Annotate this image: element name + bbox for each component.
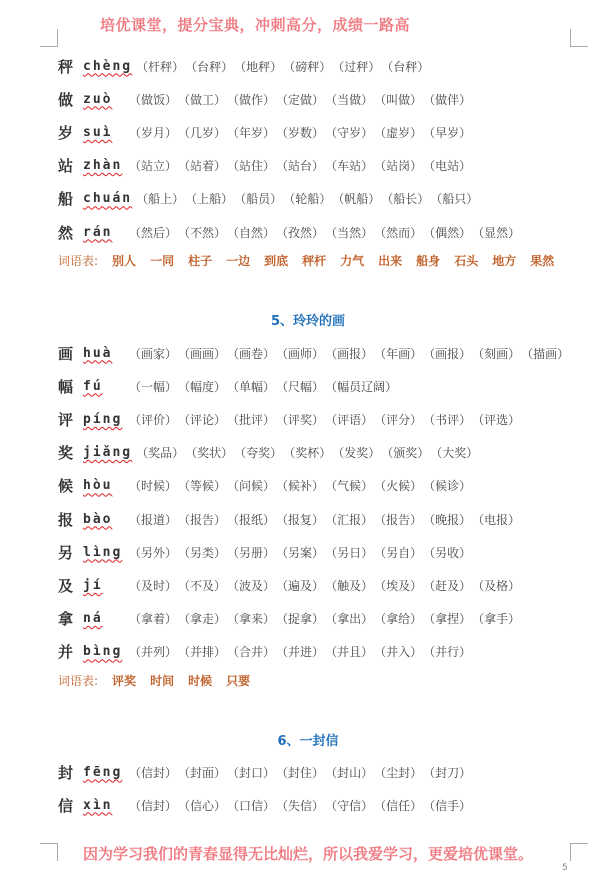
word-group: （时候）	[129, 479, 178, 494]
word-row	[58, 376, 398, 396]
word-row	[58, 343, 570, 363]
character: 做	[58, 90, 74, 109]
word-group: （刻画）	[472, 346, 521, 361]
word-row	[58, 609, 521, 629]
word-group: （船只）	[430, 192, 479, 207]
word-row	[58, 56, 430, 76]
word-group: （封住）	[276, 765, 325, 780]
word-group: （做伴）	[423, 92, 472, 107]
word-group: （站台）	[276, 159, 325, 174]
pinyin: huà	[83, 345, 113, 361]
word-group: （另自）	[374, 545, 423, 560]
word-group: （尺幅）	[276, 379, 325, 394]
section-title-6: 6、一封信	[277, 734, 339, 749]
word-group: （一幅）	[129, 379, 178, 394]
word-group: （赶及）	[423, 578, 472, 593]
vocab-word: 果然	[530, 254, 555, 268]
pinyin: suì	[83, 124, 113, 140]
word-group: （候诊）	[423, 479, 472, 494]
word-group: （自然）	[227, 225, 276, 240]
word-group: （信封）	[129, 765, 178, 780]
pinyin: rán	[83, 224, 113, 240]
pinyin: píng	[83, 411, 123, 427]
word-row	[58, 89, 472, 109]
word-group: （画报）	[423, 346, 472, 361]
word-group: （报告）	[178, 512, 227, 527]
word-group: （信任）	[374, 798, 423, 813]
word-group: （站着）	[178, 159, 227, 174]
vocab-list	[58, 252, 554, 269]
word-row	[58, 443, 479, 463]
word-group: （画师）	[276, 346, 325, 361]
word-group: （触及）	[325, 578, 374, 593]
word-group: （当做）	[325, 92, 374, 107]
word-row	[58, 642, 472, 662]
word-group: （及格）	[472, 578, 521, 593]
word-row	[58, 222, 521, 242]
word-group: （站立）	[129, 159, 178, 174]
word-group: （奖状）	[185, 446, 234, 461]
vocab-label: 词语表:	[58, 674, 99, 688]
word-group: （拿给）	[374, 612, 423, 627]
word-group: （幅度）	[178, 379, 227, 394]
word-group: （船员）	[234, 192, 283, 207]
vocab-word: 评奖	[112, 674, 137, 688]
word-group: （波及）	[227, 578, 276, 593]
vocab-word: 船身	[416, 254, 441, 268]
word-group: （当然）	[325, 225, 374, 240]
word-group: （并行）	[423, 645, 472, 660]
word-group: （拿捏）	[423, 612, 472, 627]
word-group: （评论）	[178, 412, 227, 427]
word-group: （埃及）	[374, 578, 423, 593]
word-group: （批评）	[227, 412, 276, 427]
word-group: （火候）	[374, 479, 423, 494]
word-group: （奖杯）	[283, 446, 332, 461]
vocab-word: 时候	[188, 674, 213, 688]
word-group: （奖品）	[136, 446, 185, 461]
pinyin: zuò	[83, 91, 113, 107]
word-group: （另日）	[325, 545, 374, 560]
character: 候	[58, 477, 74, 496]
character: 信	[58, 796, 74, 815]
character: 及	[58, 576, 74, 595]
word-group: （并列）	[129, 645, 178, 660]
word-group: （拿走）	[178, 612, 227, 627]
word-group: （发奖）	[332, 446, 381, 461]
word-group: （站岗）	[374, 159, 423, 174]
word-group: （并排）	[178, 645, 227, 660]
pinyin: xìn	[83, 797, 113, 813]
character: 封	[58, 763, 74, 782]
word-group: （显然）	[472, 225, 521, 240]
word-group: （然后）	[129, 225, 178, 240]
word-group: （做工）	[178, 92, 227, 107]
word-group: （拿手）	[472, 612, 521, 627]
character: 然	[58, 223, 74, 242]
word-group: （年画）	[374, 346, 423, 361]
word-group: （汇报）	[325, 512, 374, 527]
word-group: （虚岁）	[374, 125, 423, 140]
word-row	[58, 762, 472, 782]
word-group: （信心）	[178, 798, 227, 813]
word-group: （拿来）	[227, 612, 276, 627]
word-group: （过秤）	[332, 59, 381, 74]
word-row	[58, 542, 472, 562]
word-group: （评分）	[374, 412, 423, 427]
word-group: （失信）	[276, 798, 325, 813]
word-group: （车站）	[325, 159, 374, 174]
word-group: （候补）	[276, 479, 325, 494]
word-group: （尘封）	[374, 765, 423, 780]
margin-corner-tr	[570, 29, 588, 47]
word-group: （封山）	[325, 765, 374, 780]
word-group: （夸奖）	[234, 446, 283, 461]
word-group: （报纸）	[227, 512, 276, 527]
vocab-word: 秤杆	[302, 254, 327, 268]
word-row	[58, 409, 521, 429]
word-group: （幅员辽阔）	[325, 379, 398, 394]
word-group: （船长）	[381, 192, 430, 207]
word-group: （遍及）	[276, 578, 325, 593]
word-row	[58, 795, 472, 815]
word-group: （报告）	[374, 512, 423, 527]
character: 画	[58, 344, 74, 363]
word-group: （然而）	[374, 225, 423, 240]
word-group: （岁数）	[276, 125, 325, 140]
word-group: （并入）	[374, 645, 423, 660]
pinyin: chuán	[83, 191, 133, 207]
word-group: （并进）	[276, 645, 325, 660]
word-group: （地秤）	[234, 59, 283, 74]
word-group: （封面）	[178, 765, 227, 780]
character: 岁	[58, 123, 74, 142]
word-group: （单幅）	[227, 379, 276, 394]
pinyin: hòu	[83, 478, 113, 494]
vocab-word: 力气	[340, 254, 365, 268]
word-group: （书评）	[423, 412, 472, 427]
word-group: （另案）	[276, 545, 325, 560]
character: 秤	[58, 57, 74, 76]
word-group: （等候）	[178, 479, 227, 494]
word-group: （做饭）	[129, 92, 178, 107]
vocab-label: 词语表:	[58, 254, 99, 268]
word-group: （叫做）	[374, 92, 423, 107]
word-group: （不然）	[178, 225, 227, 240]
character: 另	[58, 543, 74, 562]
vocab-word: 一边	[226, 254, 251, 268]
margin-corner-tl	[40, 29, 58, 47]
word-row	[58, 509, 521, 529]
word-row	[58, 156, 472, 176]
word-group: （信封）	[129, 798, 178, 813]
vocab-word: 地方	[492, 254, 517, 268]
word-group: （信手）	[423, 798, 472, 813]
word-group: （另册）	[227, 545, 276, 560]
word-group: （合并）	[227, 645, 276, 660]
word-row	[58, 122, 472, 142]
pinyin: jí	[83, 577, 103, 593]
character: 并	[58, 643, 74, 662]
vocab-word: 出来	[378, 254, 403, 268]
word-group: （不及）	[178, 578, 227, 593]
pinyin: lìng	[83, 544, 123, 560]
word-group: （问候）	[227, 479, 276, 494]
word-group: （上船）	[185, 192, 234, 207]
word-group: （守信）	[325, 798, 374, 813]
pinyin: fēng	[83, 764, 123, 780]
word-group: （画家）	[129, 346, 178, 361]
word-group: （封口）	[227, 765, 276, 780]
word-group: （报复）	[276, 512, 325, 527]
character: 船	[58, 190, 74, 209]
word-group: （岁月）	[129, 125, 178, 140]
word-group: （杆秤）	[136, 59, 185, 74]
word-group: （磅秤）	[283, 59, 332, 74]
character: 评	[58, 410, 74, 429]
word-group: （台秤）	[381, 59, 430, 74]
word-group: （口信）	[227, 798, 276, 813]
word-group: （守岁）	[325, 125, 374, 140]
word-group: （及时）	[129, 578, 178, 593]
word-group: （评奖）	[276, 412, 325, 427]
pinyin: fú	[83, 378, 103, 394]
section-title-5: 5、玲玲的画	[270, 314, 346, 329]
word-group: （台秤）	[185, 59, 234, 74]
word-group: （定做）	[276, 92, 325, 107]
character: 报	[58, 510, 74, 529]
vocab-word: 时间	[150, 674, 175, 688]
word-row	[58, 476, 472, 496]
pinyin: bìng	[83, 644, 123, 660]
word-group: （晚报）	[423, 512, 472, 527]
word-group: （另收）	[423, 545, 472, 560]
word-group: （轮船）	[283, 192, 332, 207]
word-group: （船上）	[136, 192, 185, 207]
word-group: （帆船）	[332, 192, 381, 207]
vocab-word: 石头	[454, 254, 479, 268]
word-group: （电报）	[472, 512, 521, 527]
character: 奖	[58, 444, 74, 463]
word-group: （另外）	[129, 545, 178, 560]
character: 站	[58, 157, 74, 176]
page-footer: 因为学习我们的青春显得无比灿烂，所以我爱学习，更爱培优课堂。	[82, 845, 533, 863]
page-number: 5	[562, 863, 568, 873]
word-group: （画报）	[325, 346, 374, 361]
word-group: （几岁）	[178, 125, 227, 140]
vocab-word: 只要	[226, 674, 251, 688]
word-group: （封刀）	[423, 765, 472, 780]
vocab-list	[58, 672, 250, 689]
word-group: （画画）	[178, 346, 227, 361]
word-group: （拿出）	[325, 612, 374, 627]
word-group: （并且）	[325, 645, 374, 660]
word-group: （评价）	[129, 412, 178, 427]
word-group: （偶然）	[423, 225, 472, 240]
word-group: （做作）	[227, 92, 276, 107]
word-group: （另类）	[178, 545, 227, 560]
word-group: （大奖）	[430, 446, 479, 461]
vocab-word: 柱子	[188, 254, 213, 268]
word-group: （评选）	[472, 412, 521, 427]
character: 幅	[58, 377, 74, 396]
word-group: （孜然）	[276, 225, 325, 240]
word-group: （早岁）	[423, 125, 472, 140]
word-group: （气候）	[325, 479, 374, 494]
word-group: （颁奖）	[381, 446, 430, 461]
vocab-word: 别人	[112, 254, 137, 268]
word-group: （捉拿）	[276, 612, 325, 627]
vocab-word: 一同	[150, 254, 175, 268]
word-group: （拿着）	[129, 612, 178, 627]
vocab-word: 到底	[264, 254, 289, 268]
word-group: （站住）	[227, 159, 276, 174]
word-row	[58, 575, 521, 595]
character: 拿	[58, 610, 74, 629]
pinyin: zhàn	[83, 158, 123, 174]
word-group: （年岁）	[227, 125, 276, 140]
word-group: （电站）	[423, 159, 472, 174]
word-group: （评语）	[325, 412, 374, 427]
word-group: （报道）	[129, 512, 178, 527]
pinyin: chèng	[83, 58, 133, 74]
pinyin: bào	[83, 511, 113, 527]
pinyin: ná	[83, 611, 103, 627]
word-group: （描画）	[521, 346, 570, 361]
word-group: （画卷）	[227, 346, 276, 361]
page-header: 培优课堂，提分宝典，冲刺高分，成绩一路高	[100, 16, 411, 34]
pinyin: jiǎng	[83, 445, 133, 461]
word-row	[58, 189, 479, 209]
